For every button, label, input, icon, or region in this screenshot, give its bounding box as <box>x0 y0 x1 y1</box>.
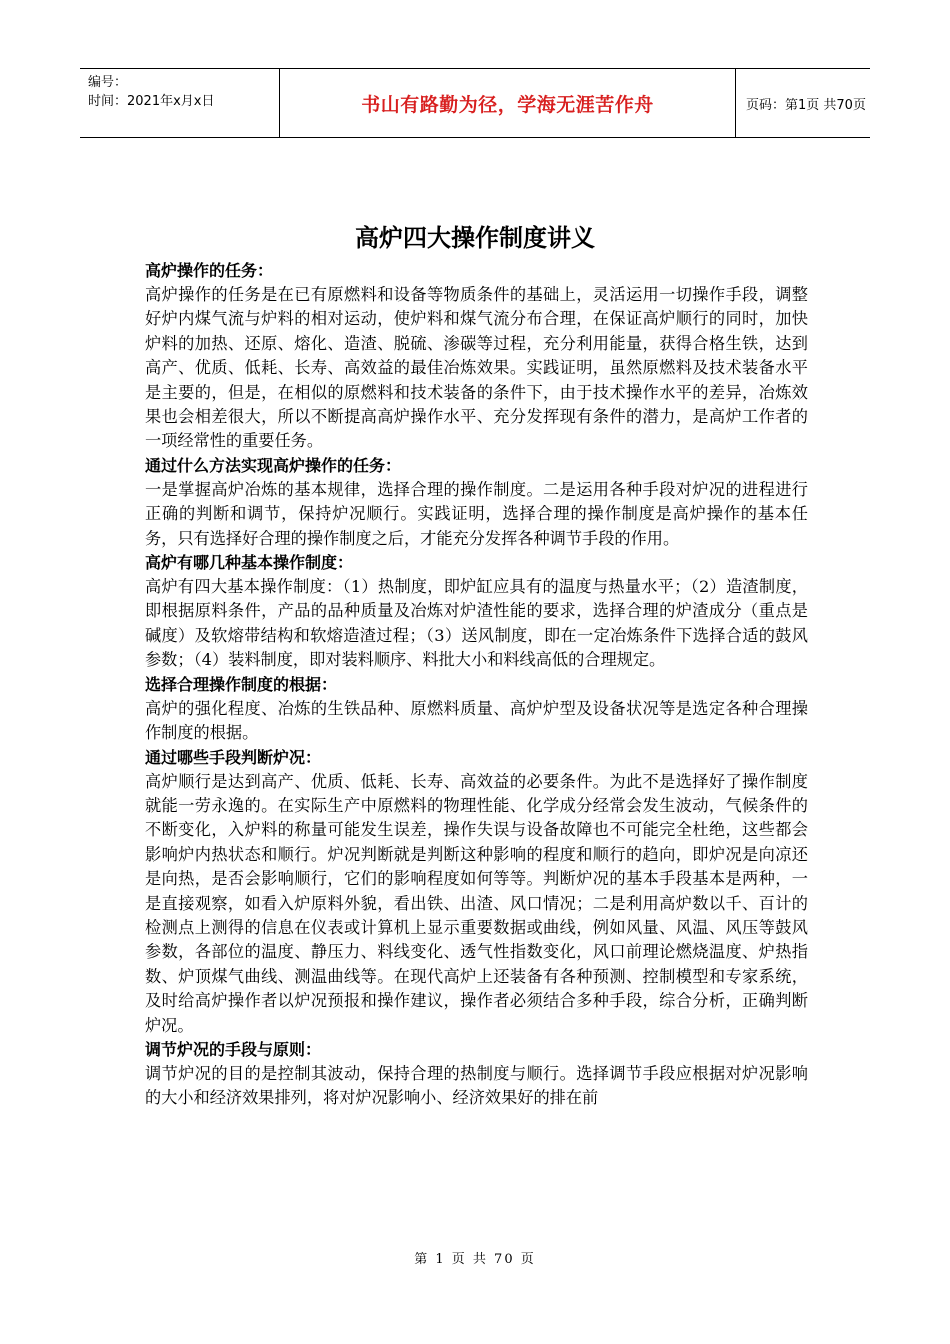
section-heading: 选择合理操作制度的根据： <box>145 674 338 694</box>
header-page-cell <box>736 69 870 137</box>
section-paragraph: 高炉的强化程度、冶炼的生铁品种、原燃料质量、高炉炉型及设备状况等是选定各种合理操作制度的根据。 <box>145 698 808 743</box>
header-motto-cell <box>280 69 736 137</box>
document-body <box>145 259 808 1111</box>
section-heading: 高炉操作的任务： <box>145 261 274 280</box>
section-paragraph: 高炉有四大基本操作制度：（1）热制度，即炉缸应具有的温度与热量水平；（2）造渣制度，即根据原料条件，产品的品种质量及冶炼对炉渣性能的要求，选择合理的炉渣成分（重点是碱度）及软熔带结构和软熔造渣过程；（3）送风制度，即在一定冶炼条件下选择合适的鼓风参数；（4）装料制度，即对装料顺序、料批大小和料线高低的合理规定。 <box>145 577 808 670</box>
section-paragraph: 一是掌握高炉冶炼的基本规律，选择合理的操作制度。二是运用各种手段对炉况的进程进行正确的判断和调节，保持炉况顺行。实践证明，选择合理的操作制度是高炉操作的基本任务，只有选择好合理的操作制度之后，才能充分发挥各种调节手段的作用。 <box>145 479 808 548</box>
document-title: 高炉四大操作制度讲义 <box>355 224 595 252</box>
motto-text: 书山有路勤为径，学海无涯苦作舟 <box>361 93 654 116</box>
section-heading: 通过哪些手段判断炉况： <box>145 747 322 767</box>
header-meta <box>80 69 280 137</box>
section-paragraph: 调节炉况的目的是控制其波动，保持合理的热制度与顺行。选择调节手段应根据对炉况影响的大小和经济效果排列，将对炉况影响小、经济效果好的排在前 <box>145 1063 808 1108</box>
section-paragraph: 高炉操作的任务是在已有原燃料和设备等物质条件的基础上，灵活运用一切操作手段，调整好炉内煤气流与炉料的相对运动，使炉料和煤气流分布合理，在保证高炉顺行的同时，加快炉料的加热、还原、熔化、造渣、脱硫、渗碳等过程，充分利用能量，获得合格生铁，达到高产、优质、低耗、长寿、高效益的最佳冶炼效果。实践证明，虽然原燃料及技术装备水平是主要的，但是，在相似的原燃料和技术装备的条件下，由于技术操作水平的差异，冶炼效果也会相差很大，所以不断提高高炉操作水平、充分发挥现有条件的潜力，是高炉工作者的一项经常性的重要任务。 <box>145 285 808 451</box>
number-label: 编号： <box>88 75 128 90</box>
time-label: 时间：2021年x月x日 <box>88 94 215 109</box>
header-table <box>80 68 870 138</box>
section-heading: 高炉有哪几种基本操作制度： <box>145 553 354 573</box>
page-footer: 第 1 页 共 70 页 <box>414 1252 536 1267</box>
section-heading: 通过什么方法实现高炉操作的任务： <box>145 455 402 475</box>
section-heading: 调节炉况的手段与原则： <box>145 1039 322 1059</box>
section-paragraph: 高炉顺行是达到高产、优质、低耗、长寿、高效益的必要条件。为此不是选择好了操作制度就能一劳永逸的。在实际生产中原燃料的物理性能、化学成分经常会发生波动，气候条件的不断变化，入炉料的称量可能发生误差，操作失误与设备故障也不可能完全杜绝，这些都会影响炉内热状态和顺行。炉况判断就是判断这种影响的程度和顺行的趋向，即炉况是向凉还是向热，是否会影响顺行，它们的影响程度如何等等。判断炉况的基本手段基本是两种，一是直接观察，如看入炉原料外貌，看出铁、出渣、风口情况；二是利用高炉数以千、百计的检测点上测得的信息在仪表或计算机上显示重要数据或曲线，例如风量、风温、风压等鼓风参数，各部位的温度、静压力、料线变化、透气性指数变化，风口前理论燃烧温度、炉热指数、炉顶煤气曲线、测温曲线等。在现代高炉上还装备有各种预测、控制模型和专家系统，及时给高炉操作者以炉况预报和操作建议，操作者必须结合多种手段，综合分析，正确判断炉况。 <box>145 771 808 1035</box>
page-label: 页码：第1页 共70页 <box>746 97 866 113</box>
